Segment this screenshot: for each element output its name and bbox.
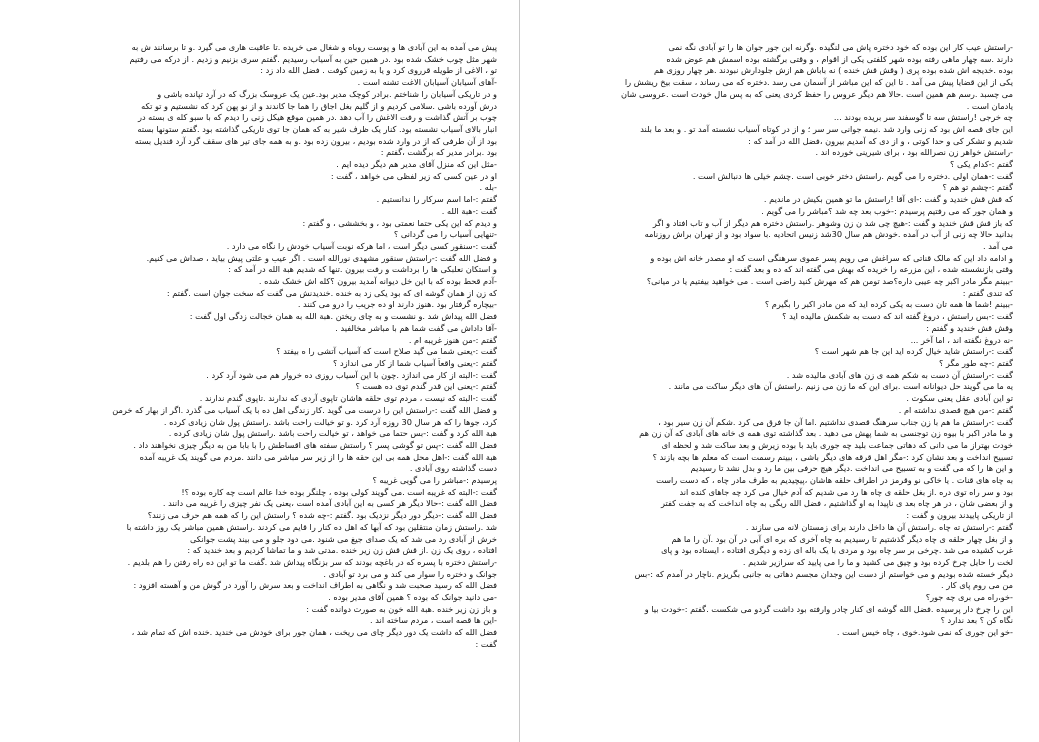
text-line: خرش از آبادی رد می شد که یک صدای جیغ می شنود .می دود جلو و می بیند پشت جوانکی [189,533,497,544]
text-line: -ببینم مگر مادر اکبر چه عیبی داره؟صد تومن هم که مهرش کنید راضی است . می خواهید بیفتیم یا در میانی؟ [646,276,1013,287]
text-line: -آدم قحط بوده که با این خل دیوانه آمدید بیرون ؟کله اش خشک شده . [258,276,497,287]
text-line: بود .برادر مدیر که برگشت ،گفتم : [380,147,497,158]
text-line: بدانید حالا چه زنی از آب در آمده .خودش هم سال 30شد زنیس اتحادیه .با سواد بود و از تهران براش روزنامه [644,229,1013,240]
text-line: گفت :-بس راستش ، دروغ گفته اند که دست به شکمش مالیده اید ؟ [782,311,1013,322]
right-page [520,0,1039,742]
left-page-text [67,42,497,651]
text-line: -خو،راه می بری چه جور؟ [925,592,1013,603]
text-line: گفتم :-چه طور مگر ؟ [938,357,1013,368]
text-line: فضل الله که رسید صحبت شد و نگاهی به اطراف انداخت و بعد سرش را آورد در گوش من و آهسته افزود : [133,580,497,591]
text-line: افتاده ، روی یک زن .از قش قش زن زیر خنده .مدتی شد و ما تماشا کردیم و بعد خندید که : [187,545,497,556]
text-line: و این ها را که می گفت و به تسبیح می انداخت .دیگر هیچ حرفی بین ما رد و بدل نشد تا رسیدیم [690,463,1013,474]
text-line: که زن از همان گوشه ای که بود یکی زد به خنده .خندیدنش می گفت که سخت جوان است .گفتم : [166,287,497,298]
text-line: وقش قش خندید و گفتم : [926,322,1013,333]
text-line: بوده .خدیجه اش شده بوده پری ( وقش قش خنده ) نه باباش هم ازش جلودارش نبودند .هر چهار روزی هم [654,65,1013,76]
text-line: پیش می آمده به این آبادی ها و پوست روباه و شغال می خریده .تا عاقبت هاری می گیرد .و تا برسانند ش به [131,42,497,52]
text-line: کرد، جوها را که هر سال 30 روزه آرد کرد .و تو خیالت راحت باشد .راستش پول شان زیادی کرده . [163,416,497,427]
text-line: که تندی گفتم : [962,287,1013,298]
text-line: فضل الله گفت :-دیگر دور دیگر نزدیک بود .گفتم :-چه شده ؟ راستش این را که همه هم حرف می زنند؟ [147,510,497,521]
text-line: -خو این جوری که نمی شود.خوی ، چاه خیس است . [836,627,1013,638]
text-line: شدیم و تشکر کی و حدا کوتی ، و از دی که آمدیم بیرون ،فضل الله در آمد که : [748,135,1013,146]
text-line: پرسیدم :-مباشر را می گویی غریبه ؟ [372,475,497,486]
text-line: و از بعضی شان ، در هر چاه بعد ی ناپیدا به او گذاشتیم ، فضل الله ریگی به چاه انداخت که به جفت کفتر [660,498,1013,509]
text-line: و باز زن زیر خنده .هبة الله خون به صورت دوانده گفت : [306,603,497,614]
text-line: و ما مادر اکبر با بیوه زن توجنسی به شما پهش می دهید . بعد گذاشته توی همه ی خانه های آبادی که آن زن هم [639,428,1013,439]
text-line: -آهای آسیابان آسیابان الاغت تشنه است . [357,77,497,88]
text-line: گفت :-هبة الله . [441,205,497,216]
text-line: بود و سر راه توی دره .از بغل حلقه ی چاه ها رد می شدیم که آدم خیال می کرد چه جاهای کنده اند [679,486,1013,497]
text-line: این جای قصه اش بود که زنی وارد شد .نیمه جوانی سر سر ؛ و از در کوتاه آسیاب نشسته آمد تو . و بعد ما بلند [640,123,1013,134]
text-line: یه ما می گویند حل دیوانانه است .برای این که ما زن می زنیم .راستش آن های دیگر ساکت می مانند . [668,381,1013,392]
text-line: و در تاریکی آسیابان را شناختم .برادر کوچک مدیر بود.عین یک عروسک بزرگ که در آرد تپانده باشی و [157,88,497,99]
text-line: گفتم :-کدام یکی ؟ [950,159,1013,170]
text-line: فضل الله پیداش شد .و نشست و به چای ریختن .هبة الله به همان خجالت زدگی اول گفت : [189,311,497,322]
text-line: و فضل الله گفت :-راستش سنقور مشهدی نورالله است . اگر عیب و علتی پیش بیاید ، صداش می کنیم. [146,252,497,263]
text-line: گفت :-یعنی شما می گید صلاح است که آسیاب آتشی را ه بیفتد ؟ [276,346,497,357]
text-line: -ببینم !شما ها همه تان دست به یکی کرده اید که من مادر اکبر را بگیرم ؟ [764,299,1013,310]
text-line: گفت :-راستش شاید خیال کرده اید این جا هم شهر است ؟ [814,346,1013,357]
text-line: هبة الله گفت :-اهل محل همه بی این حقه ها را از زیر سر مباشر می دانند .مردم می گویند یک غریبه آمده [139,451,497,462]
text-line: درش آورده باشی .سلامی کردیم و از گلیم بغل اجاق را هما جا کاندند و از نو پهن کرد که نشستیم و تو تکه [141,100,497,111]
text-line: گفتم :-چشم تو هم ؟ [942,182,1013,193]
text-line: هبة الله کرد و گفت :-بس حتما می خواهد ، تو خیالت راحت باشد .راستش پول شان زیادی کرده . [168,428,497,439]
text-line: -بله . [479,182,497,193]
text-line: و از بغل چهار حلقه ی چاه دیگر گذشتیم تا رسیدیم به چاه آخری که بره ای آبی در آن بود .آن را ما هم [671,533,1013,544]
text-line: شهر مثل چوب خشک شده بود .در همین حین به آسیاب رسیدیم .گفتم سری بزنیم و زدیم . از درکه می رفتیم [129,53,497,64]
text-line: به چاه های قنات . یا خاکی نو وقرمز در اطراف حلقه هاشان ،پیچیدیم به طرف مادر چاه ، که دست راست [656,475,1013,486]
text-line: -مثل این که منزل آقای مدیر هم دیگر دیده ایم . [336,159,497,170]
text-line: گفت :-راستش آن دست به شکم همه ی زن های آبادی مالیده شد . [786,369,1013,380]
text-line: نگاه کن ؟ بعد ندارد ؟ [940,615,1013,626]
text-line: یادمان است . [966,100,1013,111]
text-line: و استکان نعلبکی ها را برداشت و رفت بیرون .تنها که شدیم هبة الله در آمد که : [228,264,497,275]
text-line: -تنهایی آسیاب را می گردانی ؟ [393,229,497,240]
text-line: گفت :-البته از کار می اندازد .چون با این آسیاب روزی ده خروار هم می شود آرد کرد . [206,369,497,380]
text-line: خودت بهتراز ما می دانی که دهاتی جماعت بلید چه جوری باید با بوده زیرش و بعد ساکت شد و لحظه ای [661,439,1013,450]
text-line: تو ، الاغی از طویله قرروی کرد و یا به زمین کوفت . فضل الله داد زد : [260,65,497,76]
text-line: این را چرخ دار پرسیده .فضل الله گوشه ای کنار چادر وارفته بود داشت گردو می شکست .گفتم :-خودت بیا و [644,603,1013,614]
text-line: -راستش عیب کار این بوده که خود دختره پاش می لنگیده .وگرنه این جور جوان ها را تو آبادی نگه نمی [668,42,1013,52]
text-line: غرب کشیده می شد .چرخی بر سر چاه بود و مردی با یک باله ای زده و دیگری افتاده ، ایستاده بود و پای [661,545,1013,556]
text-line: او در عین کسی که زیر لفظی می خواهد ، گفت : [330,170,497,181]
text-line: -راستش دختره با پسره که در باغچه بودند که سر بزنگاه پیداش شد .گفت ما تو این ده راه رفتن را هم بلدیم . [127,556,497,567]
text-line: از تاریکی پاییدند بیرون و گفت : [906,510,1013,521]
text-line: دست گذاشته روی آبادی . [409,463,497,474]
text-line: فضل الله گفت :-پس تو گوشی پسر ؟ راستش سفته های اقساطش را با بابا من به دیگر چیزی نخواهند داد . [133,439,497,450]
text-line: -این ها قصه است ، مردم ساخته اند . [370,615,497,626]
text-line: گفتم :-یعنی واقعاً آسیاب شما از کار می اندازد ؟ [333,357,497,368]
text-line: لخت را حایل چرخ کرده بود و چیق می کشید و ما را می پایید که سرازیر شدیم . [742,556,1013,567]
text-line: گفت : [475,638,497,649]
text-line: گفتم :-یعنی این قدر گندم توی ده هست ؟ [355,381,497,392]
text-line: گفت :-سنقور کسی دیگر است ، اما هرکه نوبت آسیاب خودش را نگاه می دارد . [226,240,497,251]
text-line: وقتی بازنشسته شده ، این مزرعه را خریده که بهش می گفته اند که ده و بعد گفت : [729,264,1013,275]
text-line: فضل الله که داشت یک دور دیگر چای می ریخت ، همان جور برای خودش می خندید .خنده اش که تمام شد ، [131,627,497,638]
text-line: تسبیح انداخت و بعد نشان کرد :-مگر اهل قرقه های دیگر باشی ، ببینم رسمت است که معلم ها بچه بازند ؟ [652,451,1013,462]
text-line: گفت :-راستش ما هم با زن جناب سرهنگ قصدی نداشتیم .اما آن جا فرق می کرد .شکم آن زن سیر بود ، [658,416,1013,427]
text-line: گفت :-همان اولی .دختره را می گویم .راستش دختر خوبی است .چشم خیلی ها دنبالش است . [692,170,1013,181]
text-line: تو این آبادی عقل یعنی سکوت . [906,393,1013,404]
text-line: -نه دروغ نگفته اند ، اما آخر ... [910,334,1013,345]
text-line: بود از آن طرفی که از در وارد شده بودیم ، بیرون زده بود .و به همه جای تیر های سقف گرد آرد قندیل بسته [134,135,497,146]
text-line: شد .راستش زمان منتقلین بود که آبها که اهل ده کنار را قایم می کردند .راستش همین مباشر یک روز داشته با [126,521,497,532]
text-line: یکی از این قضایا پیش می آمد . تا این که این مباشر از آسمان می رسد .دختره که می رساند ، سقت بیخ ریشش را [624,77,1013,88]
text-line: فضل الله گفت :-حالا دیگر هر کسی به این آبادی آمده است ،یعنی یک نفر چیزی را غریبه می دانند . [162,498,497,509]
text-line: که باز قش قش خندید و گفت :-هیچ چی شد ن زن وشوهر .راستش دختره هم دیگر از آب و تاب افتاد و اگر [652,217,1013,228]
text-line: و دیدم که این یکی حتما نعمتی بود ، و بخششی ، و گفتم : [302,217,497,228]
text-line: -راستش خواهر زن نصرالله بود ، برای شیرینی خورده اند . [815,147,1013,158]
text-line: گفت :-البته که نیست ، مردم توی حلقه هاشان تاپوی آردی که ندارند .تاپوی گندم ندارند . [199,393,497,404]
text-line: -بیچاره گرفتار بود .هنوز دارند او ده جریب را درو می کنند . [297,299,497,310]
text-line: جوانک و دختره را سوار می کند و می برد تو آبادی . [323,568,497,579]
text-line: چه خرجی !راستش سه تا گوسفند سر بریده بودند ... [833,112,1013,123]
text-line: دارند .سه چهار ماهی رفته بوده شهر کلفتی یکی از اقوام ، و وقتی برگشته بوده اسمش هم عوض شده [666,53,1013,64]
text-line: -می دانید جوانک که بوده ؟ همین آقای مدیر بوده . [328,592,497,603]
text-line: و فضل الله گفت :-راستش این را درست می گوید .کار زندگی اهل ده با یک آسیاب می گذرد .اگر از بهار که خرمن [112,404,497,415]
left-page [0,0,519,742]
text-line: که قش قش خندید و گفت :-ای آقا !راستش ما تو همین بکیش در ماندیم . [763,194,1013,205]
text-line: گفتم :-اما اسم سرکار را ندانستیم . [376,194,497,205]
text-line: و ادامه داد این که مالک قناتی که سراغش می رویم پسر عموی سرهنگی است که او مصدر خانه اش بوده و [650,252,1013,263]
text-line: گفتم :-من هنوز غریبه ام . [408,334,497,345]
right-page-text [573,42,1013,639]
text-line: چوب بر آتش گذاشت و رفت الاغش را آب دهد .در همین موقع هیکل زنی را دیدم که با سبو کله ی بسته در [137,112,497,123]
text-line: گفتم :-راستش ته چاه .راستش آن ها داخل دارند برای زمستان لانه می سازند . [745,521,1013,532]
text-line: دیگر خسته شده بودیم و می خواستم از دست این وجدان مجسم دهاتی به جانبی بگریزم .ناچار در آمدم که :-بس [634,568,1013,579]
text-line: -آقا داداش می گفت شما هم با مباشر مخالفید . [335,322,497,333]
text-line: می چسبد .رسم هم همین است .حالا هم دیگر عروس را حفظ کردی یعنی که به پس مال خودت است .عروسی شان [621,88,1013,99]
text-line: انبار بالای آسیاب نشسته بود. کنار یک ظرف شیر به که همان جا توی تاریکی گذاشته بود .گفتم ستونها بسته [137,123,497,134]
text-line: من می روم پای کار . [941,580,1013,591]
text-line: گفتم :-من هیچ قصدی نداشته ام . [898,404,1013,415]
text-line: گفت :-البته که غریبه است .می گویند کولی بوده ، چلنگر بوده خدا عالم است چه کاره بوده ؟! [181,486,497,497]
text-line: می آمد . [983,240,1013,251]
text-line: و همان جور که می رفتیم پرسیدم :-خوب بعد چه شد ؟مباشر را می گویم . [761,205,1013,216]
